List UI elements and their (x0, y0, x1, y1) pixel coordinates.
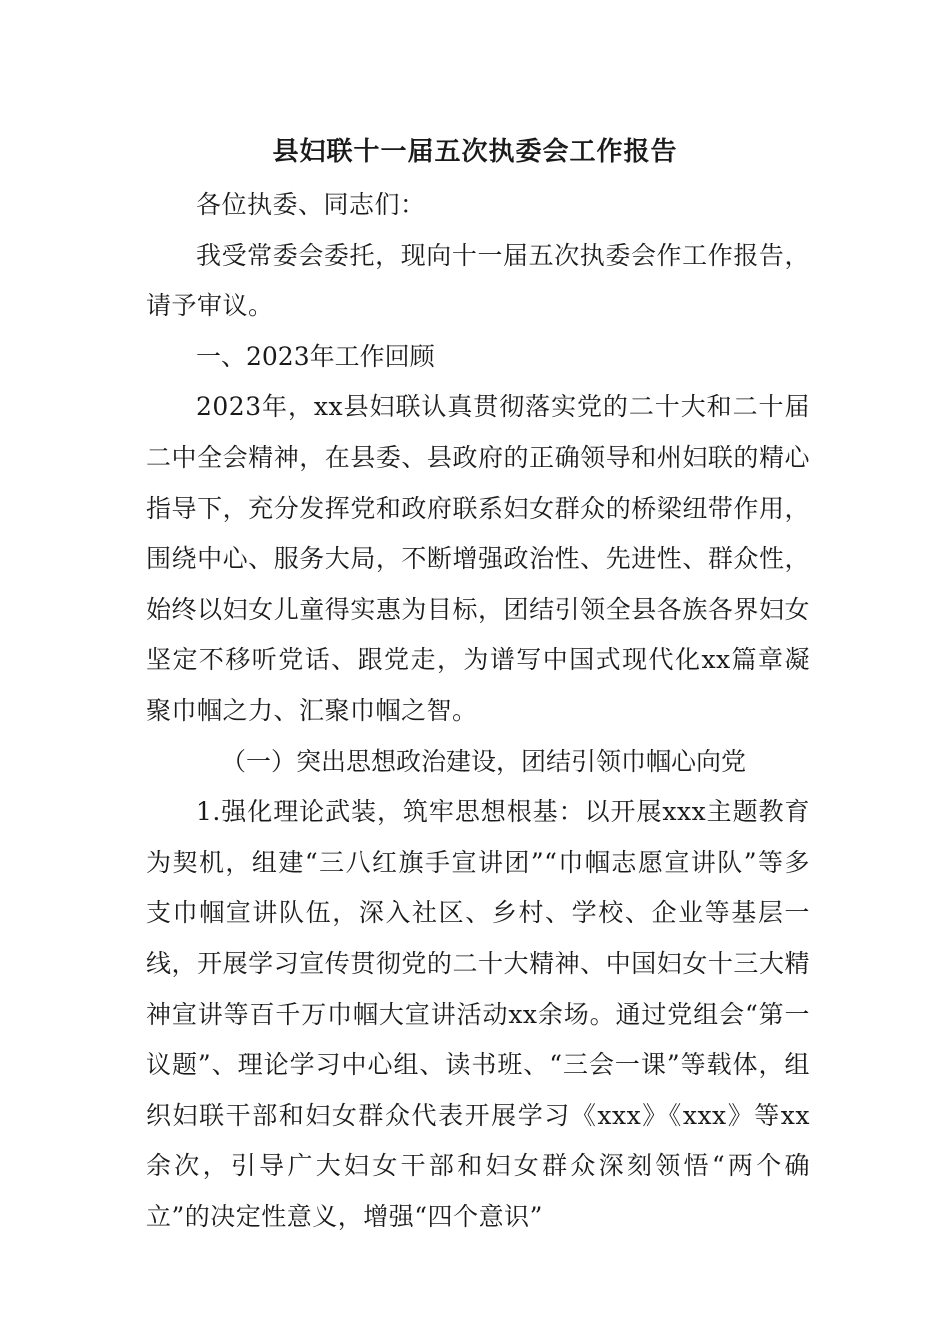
intro-paragraph: 我受常委会委托，现向十一届五次执委会作工作报告，请予审议。 (146, 240, 810, 321)
document-title: 县妇联十一届五次执委会工作报告 (272, 137, 678, 167)
item-paragraph: 1.强化理论武装，筑牢思想根基：以开展xxx主题教育为契机，组建“三八红旗手宣讲团”“巾帼志愿宣讲队”等多支巾帼宣讲队伍，深入社区、乡村、学校、企业等基层一线，开展学习宣传贯彻党的二十大精神、中国妇女十三大精神宣讲等百千万巾帼大宣讲活动xx余场。通过党组会“第一议题”、理论学习中心组、读书班、“三会一课”等载体，组织妇联干部和妇女群众代表开展学习《xxx》《xxx》等xx余次，引导广大妇女干部和妇女群众深刻领悟“两个确立”的决定性意义，增强“四个意识” (146, 797, 810, 1231)
salutation: 各位执委、同志们： (196, 190, 426, 219)
section-paragraph: 2023年，xx县妇联认真贯彻落实党的二十大和二十届二中全会精神，在县委、县政府的正确领导和州妇联的精心指导下，充分发挥党和政府联系妇女群众的桥梁纽带作用，围绕中心、服务大局，不断增强政治性、先进性、群众性，始终以妇女儿童得实惠为目标，团结引领全县各族各界妇女坚定不移听党话、跟党走，为谱写中国式现代化xx篇章凝聚巾帼之力、汇聚巾帼之智。 (146, 392, 810, 725)
subsection-heading: （一）突出思想政治建设，团结引领巾帼心向党 (221, 746, 747, 776)
section-heading: 一、2023年工作回顾 (196, 341, 435, 371)
document-body (146, 180, 810, 1242)
